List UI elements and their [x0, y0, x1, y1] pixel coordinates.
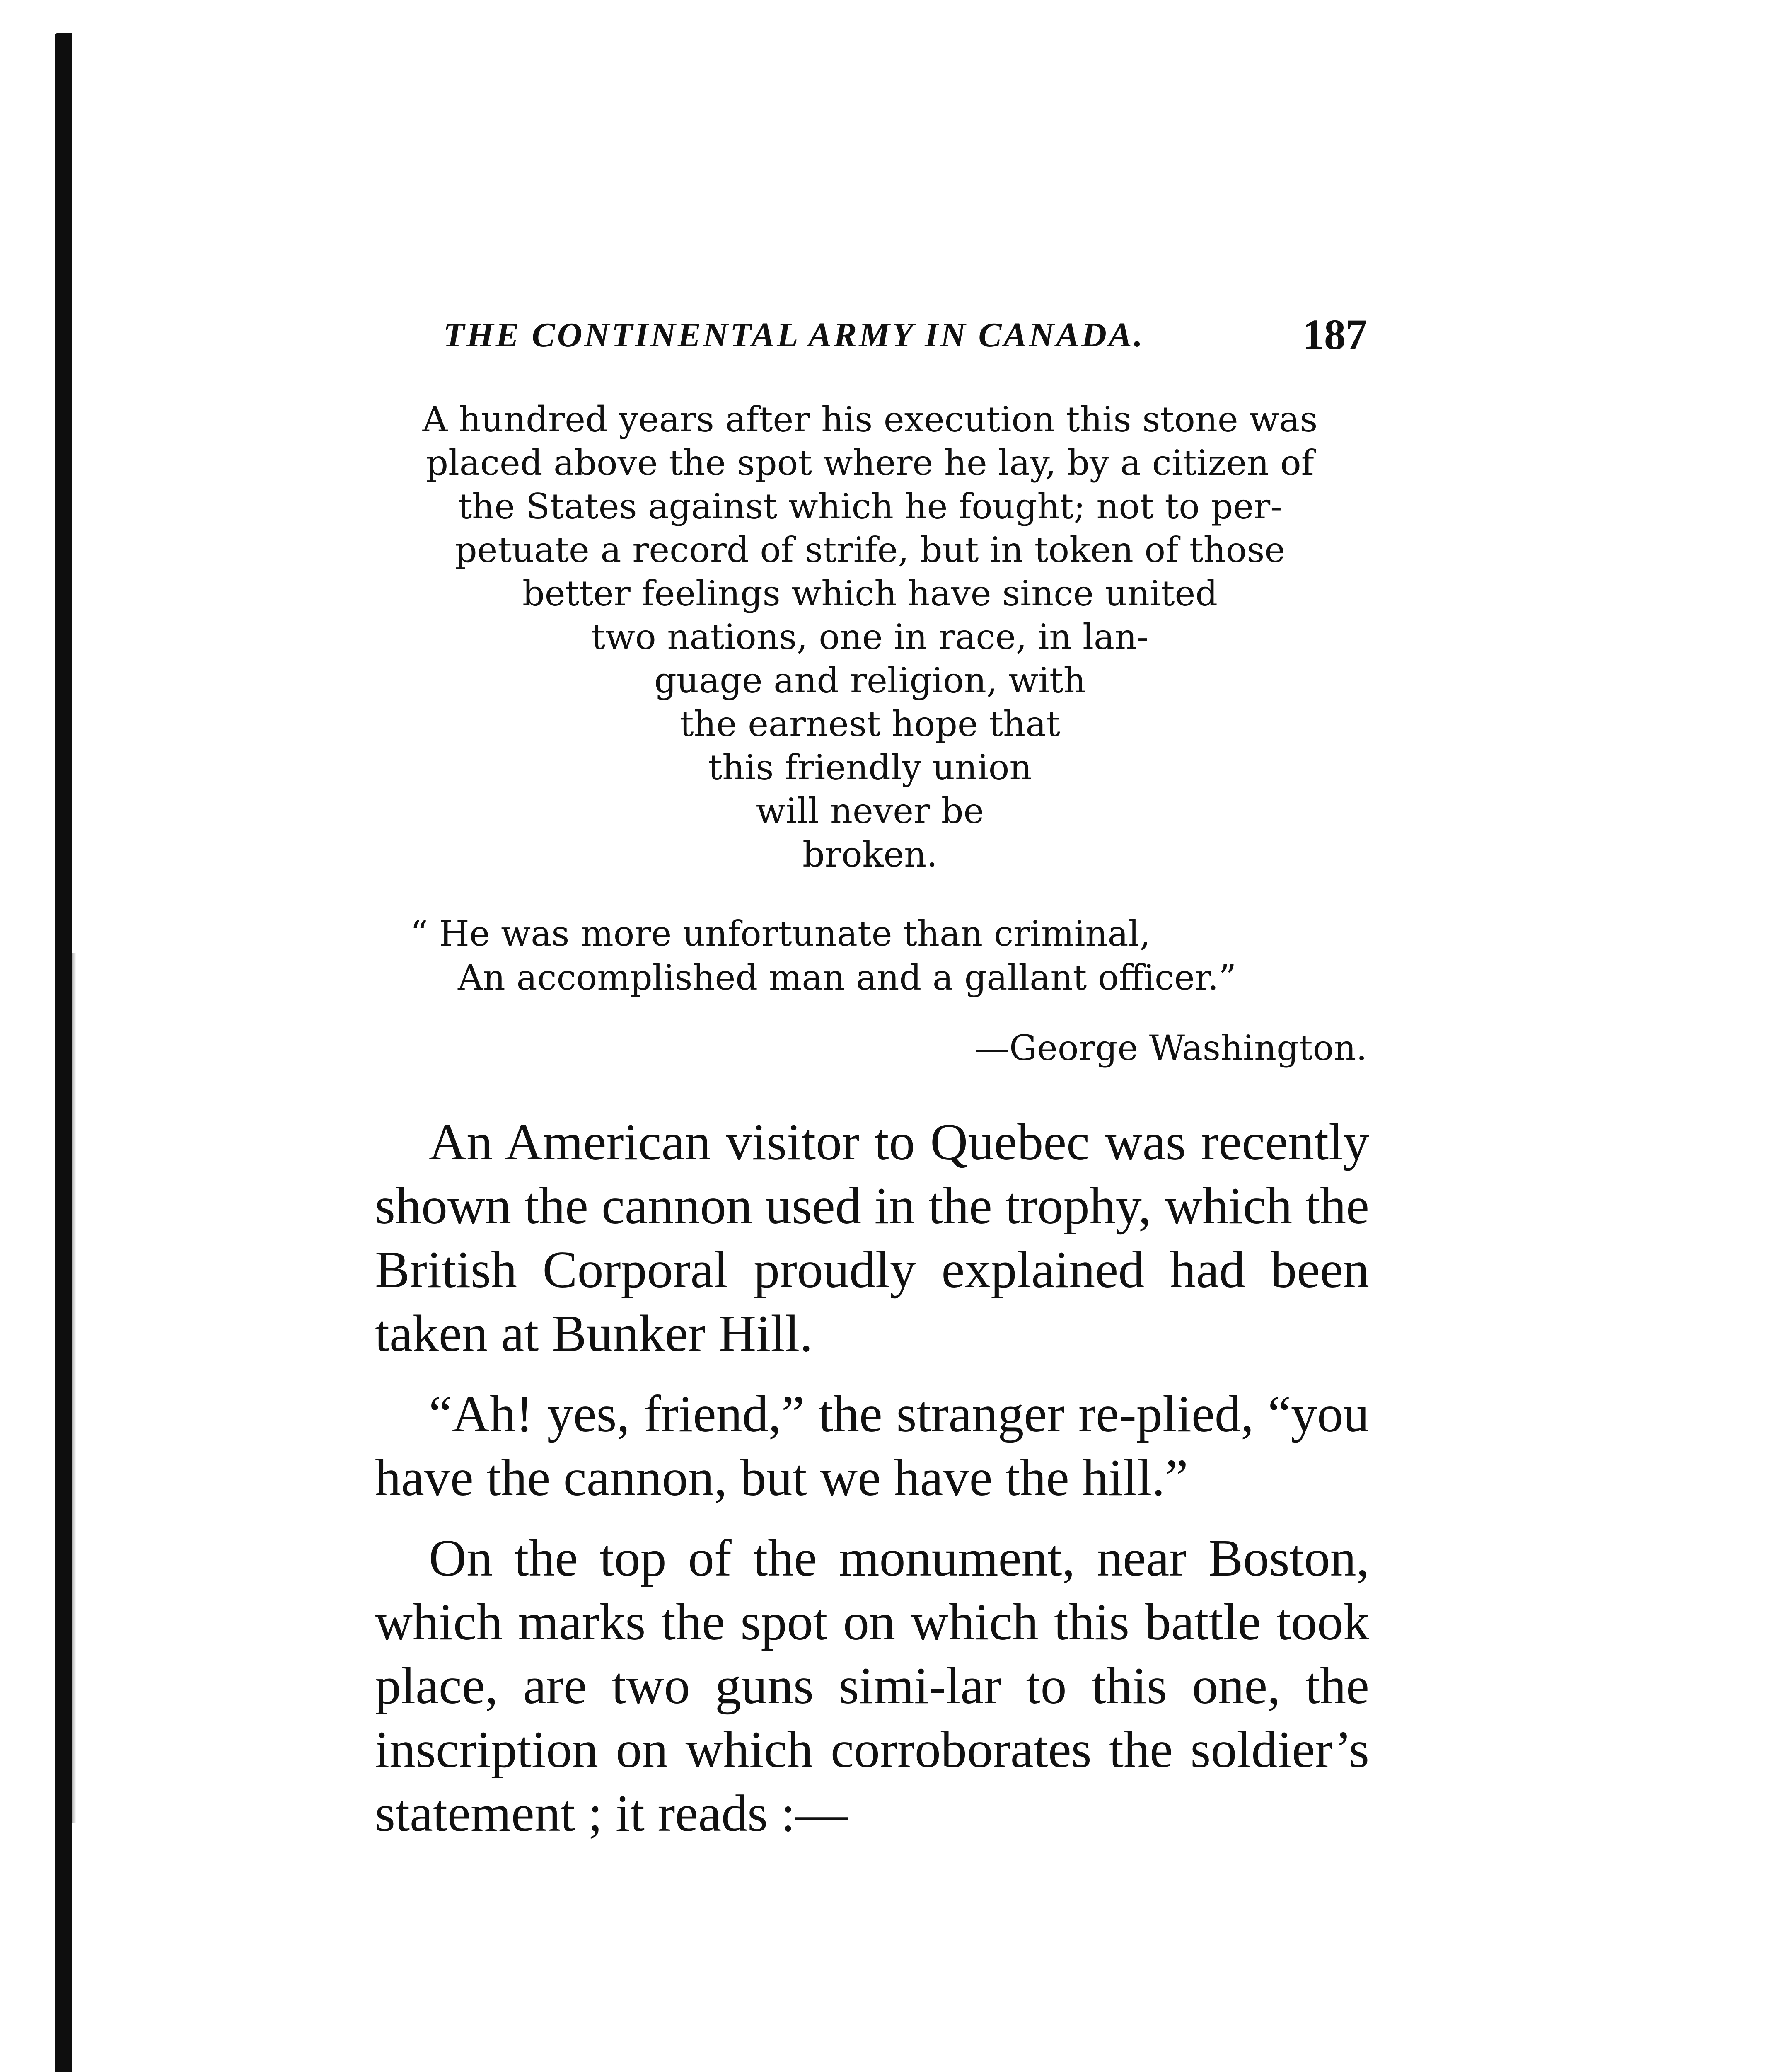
- inscription-line: this friendly union: [708, 747, 1032, 788]
- gutter-shadow: [72, 953, 76, 1823]
- paragraph: “Ah! yes, friend,” the stranger re-plied, “you have the cannon, but we have the hill.”: [375, 1385, 1369, 1507]
- epigraph-line: An accomplished man and a gallant officer.”: [458, 957, 1237, 998]
- inscription-line: better feelings which have since united: [522, 573, 1218, 614]
- book-spine-shadow: [55, 33, 72, 2072]
- inscription-line: the earnest hope that: [679, 704, 1061, 744]
- inscription-line: broken.: [802, 834, 938, 875]
- inscription-line: the States against which he fought; not to per-: [458, 486, 1282, 527]
- inscription-line: placed above the spot where he lay, by a citizen of: [426, 443, 1314, 483]
- inscription-line: A hundred years after his execution this stone was: [422, 399, 1318, 440]
- running-title: THE CONTINENTAL ARMY IN CANADA.: [443, 316, 1145, 354]
- epigraph-quote: [410, 912, 1367, 1000]
- inscription-line: guage and religion, with: [654, 660, 1086, 701]
- paragraph: An American visitor to Quebec was recently shown the cannon used in the trophy, which the British Corporal proudly explained had been taken at Bunker Hill.: [375, 1113, 1369, 1363]
- epigraph-line: “ He was more unfortunate than criminal,: [410, 913, 1151, 954]
- inscription-line: will never be: [756, 791, 984, 831]
- inscription-line: petuate a record of strife, but in token of those: [454, 530, 1286, 570]
- running-head: [443, 306, 1367, 364]
- inscription-block: [373, 398, 1367, 876]
- paragraph: On the top of the monument, near Boston, which marks the spot on which this battle took place, are two guns simi-lar to this one, the inscription on which corroborates the soldier’s statement ; it reads :—: [375, 1530, 1369, 1842]
- epigraph-attribution: —George Washington.: [974, 1028, 1367, 1068]
- body-text: [375, 1111, 1369, 1862]
- page-number: 187: [1303, 311, 1367, 358]
- inscription-line: two nations, one in race, in lan-: [591, 617, 1149, 657]
